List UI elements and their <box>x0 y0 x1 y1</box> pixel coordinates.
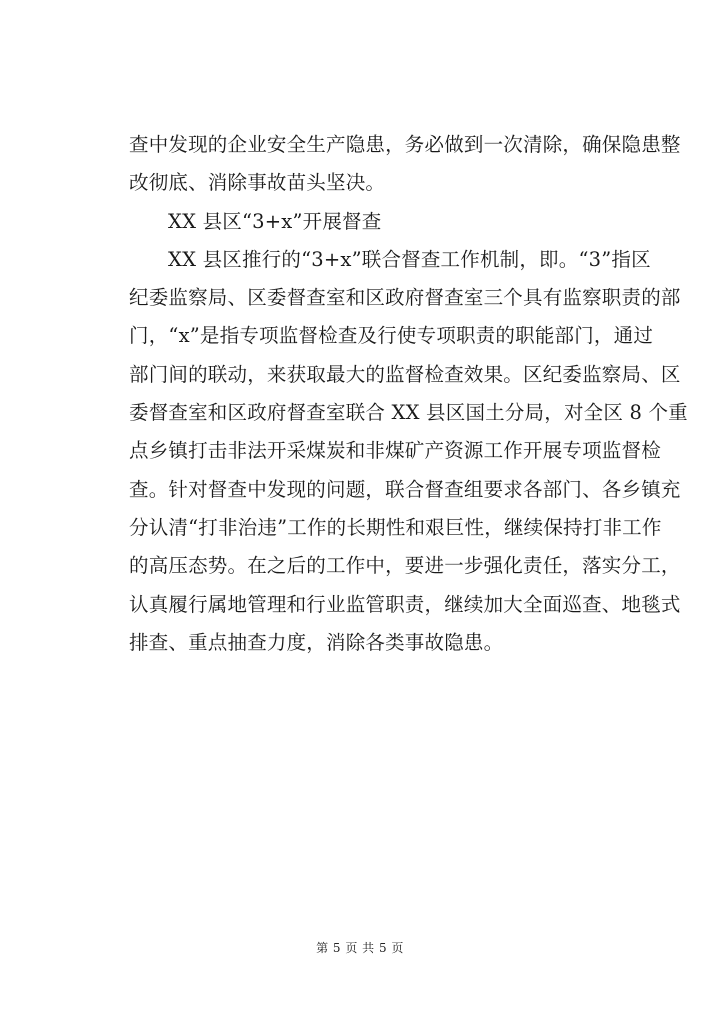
page-number: 第 5 页 共 5 页 <box>316 941 404 955</box>
text-line-12: 的高压态势。在之后的工作中，要进一步强化责任，落实分工， <box>129 554 681 578</box>
body-text <box>129 126 688 662</box>
text-line-2: 改彻底、消除事故苗头坚决。 <box>129 171 386 195</box>
text-line-14: 排查、重点抽查力度，消除各类事故隐患。 <box>129 630 504 654</box>
text-line-4: XX 县区推行的“3+x”联合督查工作机制，即。“3”指区 <box>168 247 651 271</box>
section-heading: XX 县区“3+x”开展督查 <box>168 209 382 233</box>
text-line-7: 部门间的联动，来获取最大的监督检查效果。区纪委监察局、区 <box>129 362 681 386</box>
text-line-11: 分认清“打非治违”工作的长期性和艰巨性，继续保持打非工作 <box>129 515 662 539</box>
text-line-10: 查。针对督查中发现的问题，联合督查组要求各部门、各乡镇充 <box>129 477 681 501</box>
text-line-1: 查中发现的企业安全生产隐患，务必做到一次清除，确保隐患整 <box>129 133 681 156</box>
text-line-8: 委督查室和区政府督查室联合 XX 县区国土分局，对全区 8 个重 <box>129 401 688 425</box>
text-line-13: 认真履行属地管理和行业监管职责，继续加大全面巡查、地毯式 <box>129 592 681 616</box>
text-line-9: 点乡镇打击非法开采煤炭和非煤矿产资源工作开展专项监督检 <box>129 439 661 463</box>
text-line-6: 门，“x”是指专项监督检查及行使专项职责的职能部门，通过 <box>129 324 654 348</box>
text-line-5: 纪委监察局、区委督查室和区政府督查室三个具有监察职责的部 <box>129 286 681 310</box>
